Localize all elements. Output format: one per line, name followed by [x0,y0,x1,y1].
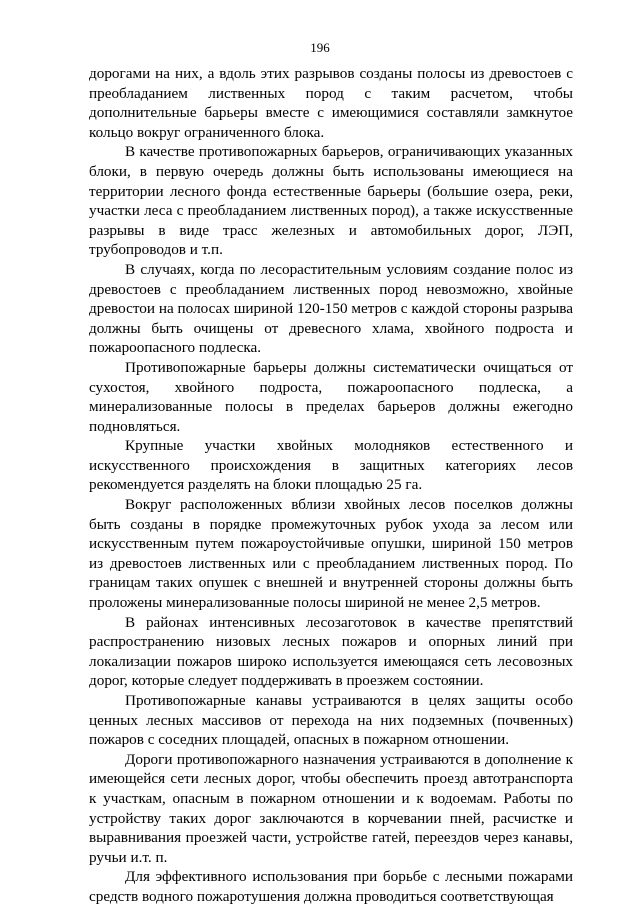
body-text [89,64,573,907]
paragraph: Противопожарные барьеры должны систематически очищаться от сухостоя, хвойного подроста, пожароопасного подлеска, а минерализованные полосы в пределах барьеров должны ежегодно подновляться. [89,358,573,435]
paragraph: Противопожарные канавы устраиваются в целях защиты особо ценных лесных массивов от перехода на них подземных (почвенных) пожаров с соседних площадей, опасных в пожарном отношении. [89,692,573,749]
paragraph: В районах интенсивных лесозаготовок в качестве препятствий распространению низовых лесных пожаров и опорных линий при локализации пожаров широко используется имеющаяся сеть лесовозных дорог, которые следует поддерживать в проезжем состоянии. [89,613,573,690]
paragraph: Дороги противопожарного назначения устраиваются в дополнение к имеющейся сети лесных дорог, чтобы обеспечить проезд автотранспорта к участкам, опасным в пожарном отношении и к водоемам. Работы по устройству таких дорог заключаются в корчевании пней, расчистке и выравнивания проезжей части, устройстве гатей, переездов через канавы, ручьи и.т. п. [89,750,573,866]
paragraph: Крупные участки хвойных молодняков естественного и искусственного происхождения в защитных категориях лесов рекомендуется разделять на блоки площадью 25 га. [89,437,573,494]
paragraph: В случаях, когда по лесорастительным условиям создание полос из древостоев с преобладанием лиственных пород невозможно, хвойные древостои на полосах шириной 120-150 метров с каждой стороны разрыва должны быть очищены от древесного хлама, хвойного подроста и пожароопасного подлеска. [89,260,573,357]
paragraph: дорогами на них, а вдоль этих разрывов созданы полосы из древостоев с преобладанием лиственных пород с таким расчетом, чтобы дополнительные барьеры вместе с имеющимися составляли замкнутое кольцо вокруг ограниченного блока. [89,65,573,141]
page-number: 196 [310,40,330,55]
paragraph: Для эффективного использования при борьбе с лесными пожарами средств водного пожаротушения должна проводиться соответствующая [89,868,573,905]
paragraph: В качестве противопожарных барьеров, ограничивающих указанных блоки, в первую очередь должны быть использованы имеющиеся на территории лесного фонда естественные барьеры (большие озера, реки, участки леса с преобладанием лиственных пород), а также искусственные разрывы в виде трасс железных и автомобильных дорог, ЛЭП, трубопроводов и т.п. [89,143,573,259]
paragraph: Вокруг расположенных вблизи хвойных лесов поселков должны быть созданы в порядке промежуточных рубок ухода за лесом или искусственным путем пожароустойчивые опушки, шириной 150 метров из древостоев лиственных или с преобладанием лиственных пород. По границам таких опушек с внешней и внутренней стороны должны быть проложены минерализованные полосы шириной не менее 2,5 метров. [89,496,573,612]
